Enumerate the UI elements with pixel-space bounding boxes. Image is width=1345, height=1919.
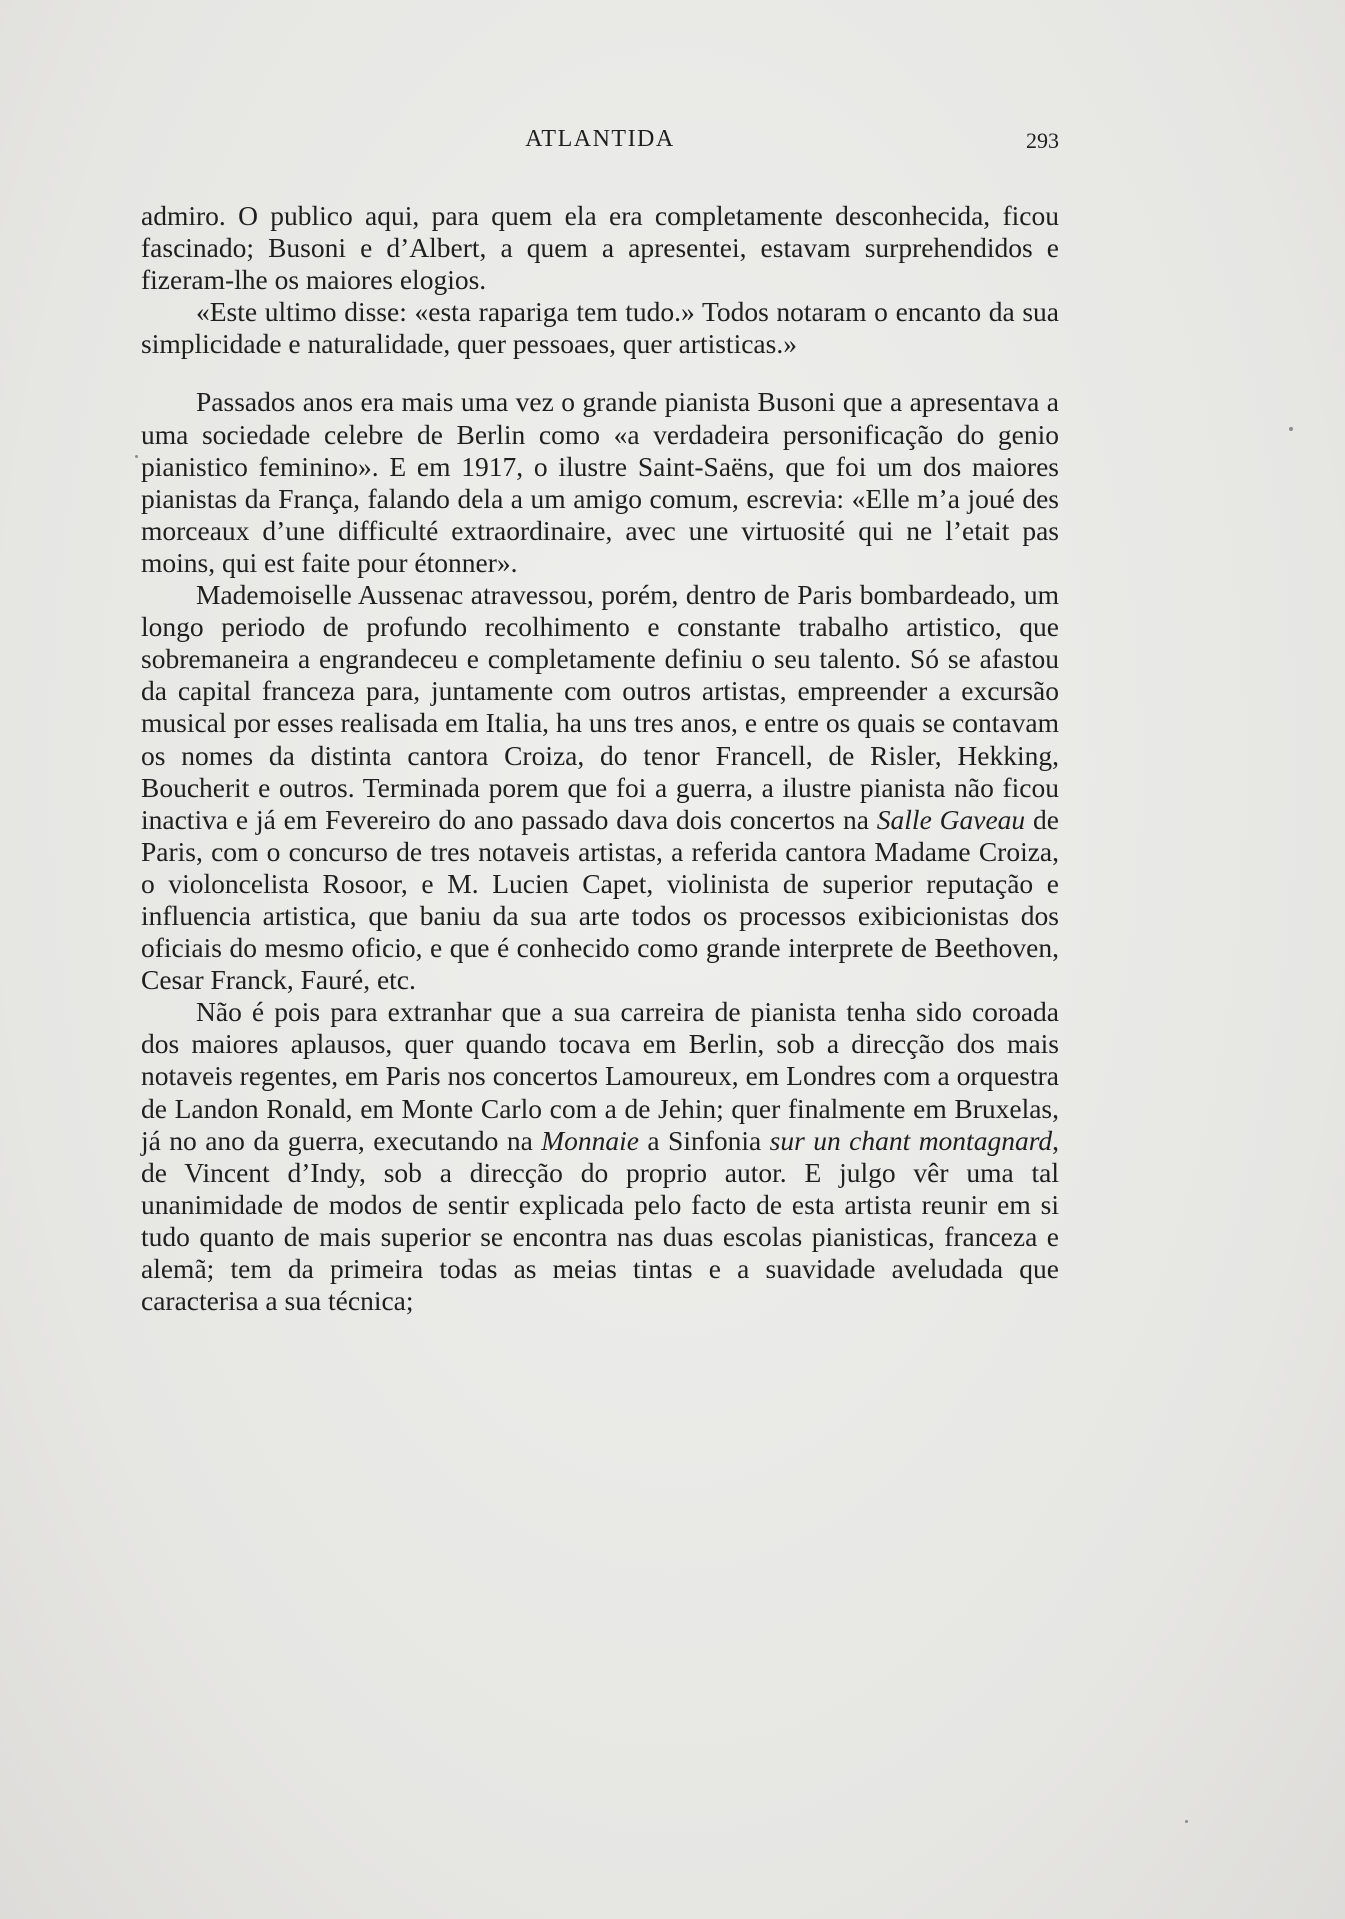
paragraph-5 xyxy=(141,996,1059,1317)
paragraph-text: de Paris, com o concurso de tres notaveis artistas, a referida cantora Madame Croiza, o violoncelista Rosoor, e M. Lucien Capet, violinista de superior reputação e influencia artistica, que baniu da sua arte todos os processos exibicionistas dos oficiais do mesmo oficio, e que é conhecido como grande interprete de Beethoven, Cesar Franck, Fauré, etc. xyxy=(141,803,1059,996)
paper-speck xyxy=(1185,1820,1188,1823)
italic-venue-name: Salle Gaveau xyxy=(876,803,1026,835)
paper-speck xyxy=(135,455,138,458)
body-text xyxy=(141,200,1059,1317)
paper-speck xyxy=(1289,427,1293,431)
running-title: ATLANTIDA xyxy=(525,126,675,152)
paragraph-text: , de Vincent d’Indy, sob a direcção do proprio autor. E julgo vêr uma tal unanimidade de modos de sentir explicada pelo facto de esta artista reunir em si tudo quanto de mais superior se encontra nas duas escolas pianisticas, franceza e alemã; tem da primeira todas as meias tintas e a suavidade aveludada que caracterisa a sua técnica; xyxy=(141,1124,1059,1317)
page-header xyxy=(141,126,1059,160)
paragraph-3 xyxy=(141,386,1059,579)
paragraph-text: a Sinfonia xyxy=(639,1124,770,1156)
italic-theatre-name: Monnaie xyxy=(541,1124,639,1156)
paragraph-text: «Este ultimo disse: «esta rapariga tem tudo.» Todos notaram o encanto da sua simplicidade e naturalidade, quer pessoaes, quer artisticas.» xyxy=(141,296,1059,360)
paragraph-text: Passados anos era mais uma vez o grande pianista Busoni que a apresentava a uma sociedade celebre de Berlin como «a verdadeira personificação do genio pianistico feminino». E em 1917, o ilustre Saint-Saëns, que foi um dos maiores pianistas da França, falando dela a um amigo comum, escrevia: «Elle m’a joué des morceaux d’une difficulté extraordinaire, avec une virtuosité qui ne l’etait pas moins, qui est faite pour étonner». xyxy=(141,386,1059,578)
paragraph-text: Não é pois para extranhar que a sua carreira de pianista tenha sido coroada dos maiores aplausos, quer quando tocava em Berlin, sob a direcção dos mais notaveis regentes, em Paris nos concertos Lamoureux, em Londres com a orquestra de Landon Ronald, em Monte Carlo com a de Jehin; quer finalmente em Bruxelas, já no ano da guerra, executando na xyxy=(141,996,1059,1156)
paragraph-2 xyxy=(141,296,1059,360)
paragraph-text: admiro. O publico aqui, para quem ela era completamente desconhecida, ficou fascinado; Busoni e d’Albert, a quem a apresentei, estavam surprehendidos e fizeram-lhe os maiores elogios. xyxy=(141,200,1059,296)
paragraph-1 xyxy=(141,200,1059,296)
paragraph-text: Mademoiselle Aussenac atravessou, porém, dentro de Paris bombardeado, um longo periodo de profundo recolhimento e constante trabalho artistico, que sobremaneira a engrandeceu e completamente definiu o seu talento. Só se afastou da capital franceza para, juntamente com outros artistas, empreender a excursão musical por esses realisada em Italia, ha uns tres anos, e entre os quais se contavam os nomes da distinta cantora Croiza, do tenor Francell, de Risler, Hekking, Boucherit e outros. Terminada porem que foi a guerra, a ilustre pianista não ficou inactiva e já em Fevereiro do ano passado dava dois concertos na xyxy=(141,579,1059,835)
italic-work-title: sur un chant montagnard xyxy=(769,1124,1053,1156)
paragraph-4 xyxy=(141,579,1059,996)
page-number: 293 xyxy=(1026,128,1059,153)
